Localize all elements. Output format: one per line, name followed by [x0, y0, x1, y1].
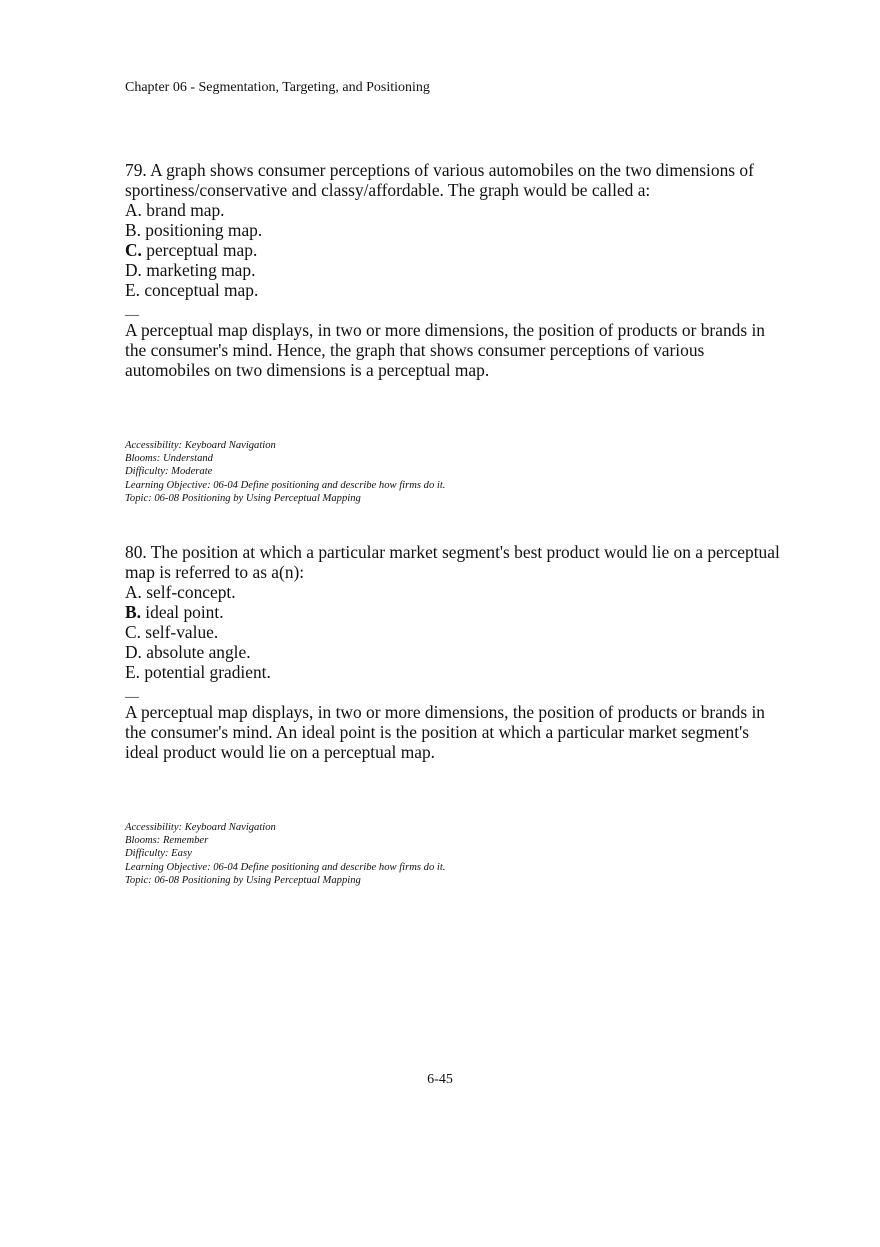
explanation: A perceptual map displays, in two or more dimensions, the position of products or brands in the consumer's mind. Hence, the graph that shows consumer perceptions of various automobiles on two dimensions is a perceptual map. — [125, 320, 765, 380]
option-letter: E. — [125, 280, 140, 300]
answer-options — [125, 582, 785, 682]
option-c-correct — [125, 240, 785, 260]
option-text: positioning map. — [140, 220, 263, 240]
meta-blooms: Blooms: Understand — [125, 453, 213, 465]
correct-option-letter: C. — [125, 240, 142, 260]
option-e — [125, 280, 785, 300]
question-80 — [125, 542, 785, 762]
question-79-metadata — [125, 439, 445, 505]
option-letter: B. — [125, 220, 141, 240]
meta-topic: Topic: 06-08 Positioning by Using Perceptual Mapping — [125, 492, 361, 504]
option-letter: E. — [125, 662, 140, 682]
option-letter: D. — [125, 260, 142, 280]
correct-option-letter: B. — [125, 602, 141, 622]
meta-accessibility: Accessibility: Keyboard Navigation — [125, 822, 276, 833]
answer-options — [125, 200, 785, 300]
chapter-header: Chapter 06 - Segmentation, Targeting, and Positioning — [125, 80, 430, 95]
meta-difficulty: Difficulty: Moderate — [125, 466, 213, 478]
option-text: brand map. — [141, 200, 225, 220]
option-text: absolute angle. — [141, 642, 251, 662]
option-d — [125, 642, 785, 662]
option-d — [125, 260, 785, 280]
option-text: marketing map. — [141, 260, 256, 280]
meta-difficulty: Difficulty: Easy — [125, 848, 192, 860]
question-stem: 80. The position at which a particular market segment's best product would lie on a perceptual map is referred to as a(n): — [125, 542, 780, 582]
meta-learning-objective: Learning Objective: 06-04 Define positioning and describe how firms do it. — [125, 861, 446, 873]
option-text: conceptual map. — [139, 280, 259, 300]
option-text: self-concept. — [141, 582, 236, 602]
option-c — [125, 622, 785, 642]
option-letter: A. — [125, 200, 142, 220]
meta-accessibility: Accessibility: Keyboard Navigation — [125, 440, 276, 451]
option-e — [125, 662, 785, 682]
meta-blooms: Blooms: Remember — [125, 835, 209, 847]
separator: __ — [125, 303, 139, 318]
option-a — [125, 200, 785, 220]
option-text: perceptual map. — [141, 240, 258, 260]
meta-learning-objective: Learning Objective: 06-04 Define positioning and describe how firms do it. — [125, 479, 446, 491]
option-letter: D. — [125, 642, 142, 662]
option-b-correct — [125, 602, 785, 622]
question-stem: 79. A graph shows consumer perceptions of various automobiles on the two dimensions of sportiness/conservative and classy/affordable. The graph would be called a: — [125, 160, 754, 200]
option-text: potential gradient. — [139, 662, 271, 682]
question-80-metadata — [125, 821, 445, 887]
option-letter: C. — [125, 622, 141, 642]
option-text: self-value. — [140, 622, 219, 642]
option-text: ideal point. — [140, 602, 224, 622]
option-a — [125, 582, 785, 602]
option-b — [125, 220, 785, 240]
meta-topic: Topic: 06-08 Positioning by Using Perceptual Mapping — [125, 874, 361, 886]
page-number: 6-45 — [427, 1072, 453, 1087]
option-letter: A. — [125, 582, 142, 602]
question-79 — [125, 160, 785, 380]
separator: __ — [125, 685, 139, 700]
explanation: A perceptual map displays, in two or more dimensions, the position of products or brands in the consumer's mind. An ideal point is the position at which a particular market segment's ideal product would lie on a perceptual map. — [125, 702, 765, 762]
